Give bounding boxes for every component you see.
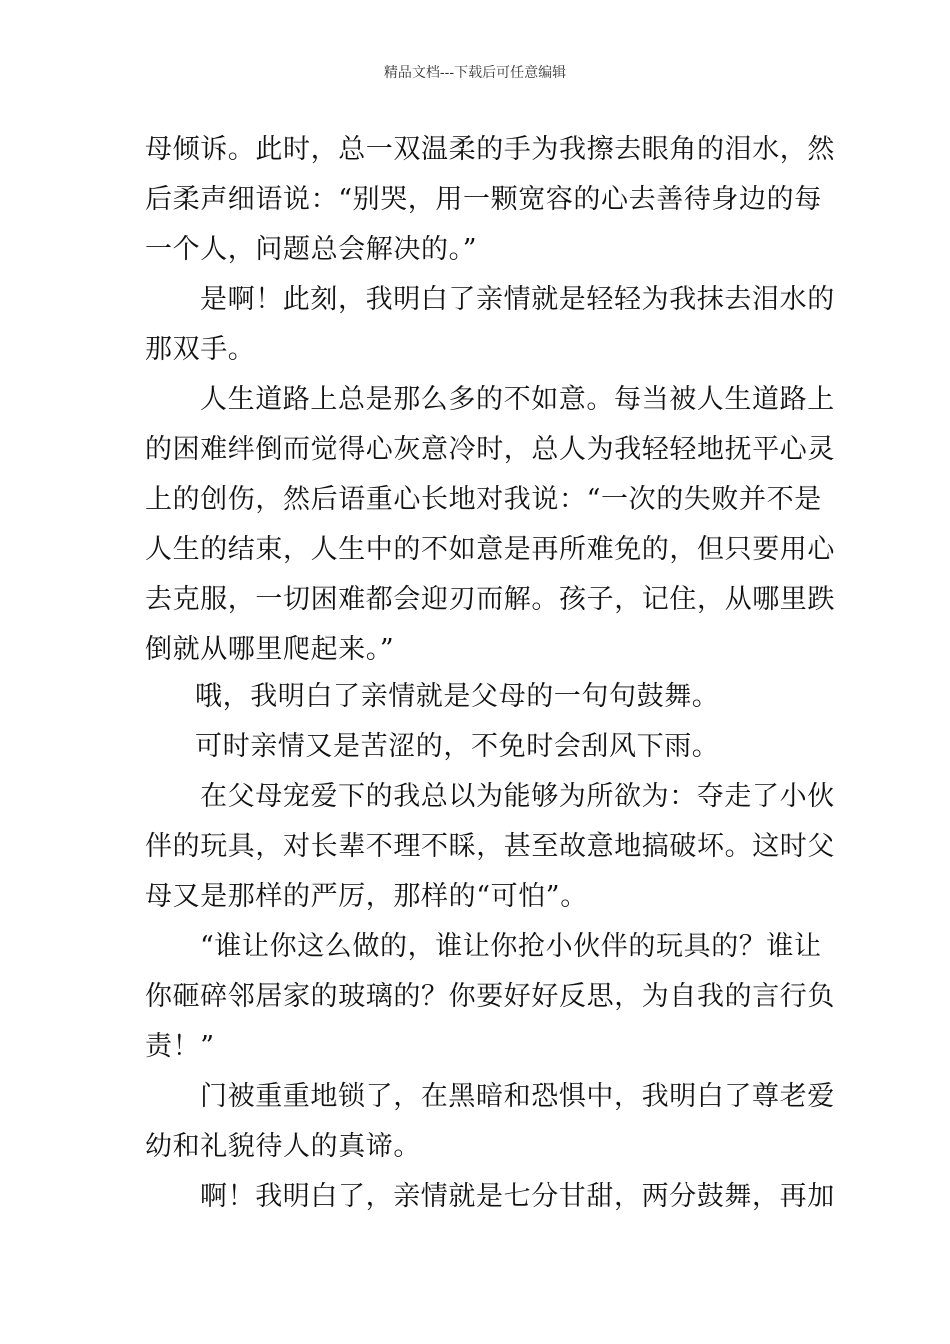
- text-line: “谁让你这么做的，谁让你抢小伙伴的玩具的？谁让: [200, 931, 822, 962]
- text-line: 倒就从哪里爬起来。”: [145, 634, 395, 665]
- text-line: 责！”: [145, 1031, 215, 1062]
- text-line: 哦，我明白了亲情就是父母的一句句鼓舞。: [195, 681, 720, 712]
- text-line: 在父母宠爱下的我总以为能够为所欲为：夺走了小伙: [200, 781, 835, 812]
- text-line: 上的创伤，然后语重心长地对我说：“一次的失败并不是: [145, 484, 822, 515]
- text-line: 门被重重地锁了，在黑暗和恐惧中，我明白了尊老爱: [200, 1081, 835, 1112]
- text-line: 可时亲情又是苦涩的，不免时会刮风下雨。: [195, 731, 720, 762]
- text-line: 的困难绊倒而觉得心灰意冷时，总人为我轻轻地抚平心灵: [145, 434, 835, 465]
- text-line: 一个人，问题总会解决的。”: [145, 234, 478, 265]
- page-header: 精品文档---下载后可任意编辑: [383, 65, 567, 81]
- text-line: 伴的玩具，对长辈不理不睬，甚至故意地搞破坏。这时父: [145, 831, 835, 862]
- text-line: 啊！我明白了，亲情就是七分甘甜，两分鼓舞，再加: [200, 1181, 835, 1212]
- text-line: 人生道路上总是那么多的不如意。每当被人生道路上: [200, 384, 835, 415]
- text-line: 母又是那样的严厉，那样的“可怕”。: [145, 881, 588, 912]
- text-line: 去克服，一切困难都会迎刃而解。孩子，记住，从哪里跌: [145, 584, 835, 615]
- text-line: 是啊！此刻，我明白了亲情就是轻轻为我抹去泪水的: [200, 284, 835, 315]
- text-line: 母倾诉。此时，总一双温柔的手为我擦去眼角的泪水，然: [145, 134, 835, 165]
- text-line: 你砸碎邻居家的玻璃的？你要好好反思，为自我的言行负: [145, 981, 835, 1012]
- text-line: 幼和礼貌待人的真谛。: [145, 1131, 421, 1162]
- text-line: 那双手。: [145, 334, 256, 365]
- text-line: 人生的结束，人生中的不如意是再所难免的，但只要用心: [145, 534, 835, 565]
- text-line: 后柔声细语说：“别哭，用一颗宽容的心去善待身边的每: [145, 184, 822, 215]
